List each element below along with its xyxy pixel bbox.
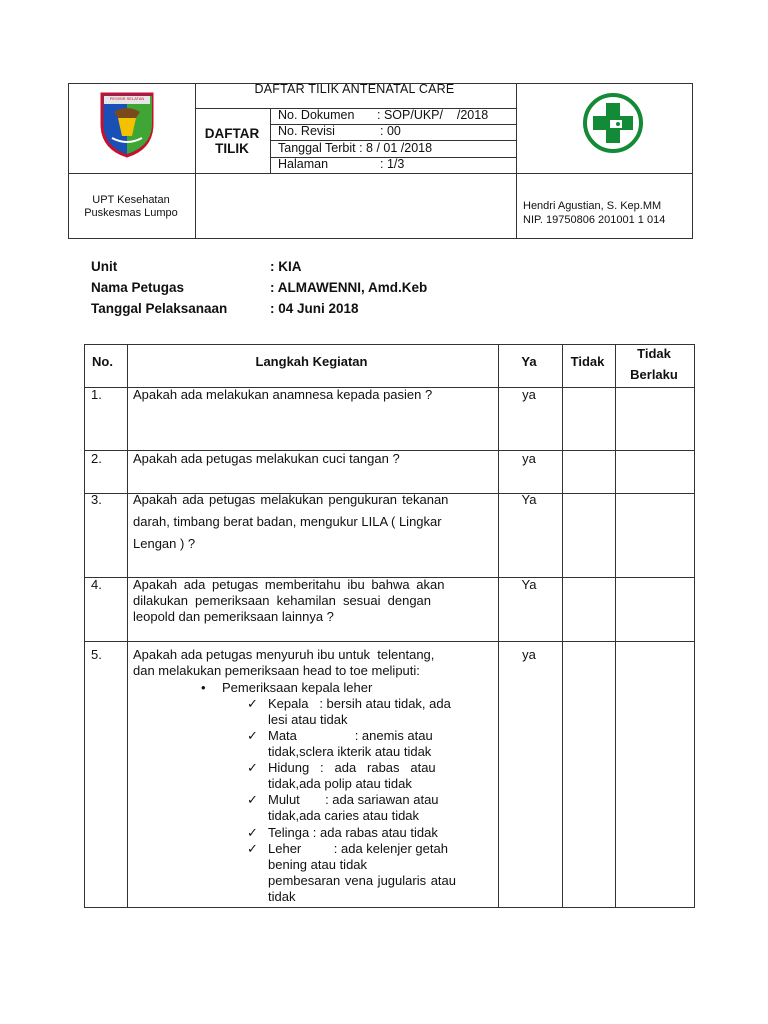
organization-line1: UPT Kesehatan <box>92 194 170 206</box>
unit-value: : KIA <box>270 259 302 274</box>
check-item-1-a: Kepala : bersih atau tidak, ada <box>268 696 451 711</box>
col-header-no: No. <box>92 354 113 369</box>
check-item-4-a: Mulut : ada sariawan atau <box>268 792 439 807</box>
document-type-line1: DAFTAR <box>204 126 260 141</box>
row-2-ya: ya <box>522 451 536 466</box>
signer-name: Hendri Agustian, S. Kep.MM <box>523 200 662 212</box>
document-type <box>194 126 270 156</box>
check-item-2-b: tidak,sclera ikterik atau tidak <box>268 744 432 759</box>
col-header-tidak-berlaku <box>614 343 694 385</box>
check-icon: ✓ <box>247 825 258 840</box>
row-3-ya: Ya <box>521 492 537 507</box>
halaman-label: Halaman <box>278 157 329 171</box>
col-header-tb-line1: Tidak <box>637 346 671 361</box>
row-5-extra-2: tidak <box>268 889 296 904</box>
check-icon: ✓ <box>247 696 258 711</box>
row-1-no: 1. <box>91 387 102 402</box>
document-type-line2: TILIK <box>215 141 249 156</box>
col-header-ya: Ya <box>521 354 537 369</box>
row-2-no: 2. <box>91 451 102 466</box>
tanggal-terbit: Tanggal Terbit : 8 / 01 /2018 <box>278 141 433 155</box>
row-5-bullet-text: Pemeriksaan kepala leher <box>222 680 373 695</box>
check-item-6-b: bening atau tidak <box>268 857 368 872</box>
row-4-no: 4. <box>91 577 102 592</box>
no-dokumen-value: : SOP/UKP/ /2018 <box>377 108 489 122</box>
row-5-line-1: Apakah ada petugas menyuruh ibu untuk telentang, <box>133 647 435 662</box>
row-4-line-3: leopold dan pemeriksaan lainnya ? <box>133 609 334 624</box>
check-item-6-a: Leher : ada kelenjer getah <box>268 841 448 856</box>
check-icon: ✓ <box>247 728 258 743</box>
row-2-text: Apakah ada petugas melakukan cuci tangan ? <box>133 451 400 466</box>
no-revisi-value: : 00 <box>380 124 401 138</box>
tanggal-label: Tanggal Pelaksanaan <box>91 301 228 316</box>
signer-block <box>523 199 665 227</box>
row-3-line-3: Lengan ) ? <box>133 536 196 551</box>
row-3-no: 3. <box>91 492 102 507</box>
organization-name <box>68 194 194 220</box>
check-item-1-b: lesi atau tidak <box>268 712 348 727</box>
organization-line2: Puskesmas Lumpo <box>84 207 178 219</box>
check-item-3-a: Hidung : ada rabas atau <box>268 760 436 775</box>
row-5-line-2: dan melakukan pemeriksaan head to toe meliputi: <box>133 663 420 678</box>
no-dokumen-label: No. Dokumen <box>278 108 355 122</box>
petugas-label: Nama Petugas <box>91 280 185 295</box>
row-4-ya: Ya <box>521 577 537 592</box>
unit-label: Unit <box>91 259 118 274</box>
bullet-icon: • <box>201 680 206 695</box>
no-revisi-label: No. Revisi <box>278 124 335 138</box>
check-item-5-a: Telinga : ada rabas atau tidak <box>268 825 438 840</box>
check-item-2-a: Mata : anemis atau <box>268 728 433 743</box>
tanggal-value: : 04 Juni 2018 <box>270 301 359 316</box>
check-icon: ✓ <box>247 841 258 856</box>
row-1-text: Apakah ada melakukan anamnesa kepada pasien ? <box>133 387 433 402</box>
check-icon: ✓ <box>247 792 258 807</box>
row-3-line-2: darah, timbang berat badan, mengukur LILA ( Lingkar <box>133 514 442 529</box>
row-5-extra-1: pembesaran vena jugularis atau <box>268 873 457 888</box>
document-title: DAFTAR TILIK ANTENATAL CARE <box>254 82 455 96</box>
row-4-line-1: Apakah ada petugas memberitahu ibu bahwa akan <box>133 577 445 592</box>
health-logo <box>582 91 644 155</box>
check-item-3-b: tidak,ada polip atau tidak <box>268 776 412 791</box>
petugas-value: : ALMAWENNI, Amd.Keb <box>270 280 428 295</box>
row-5-no: 5. <box>91 647 102 662</box>
col-header-tb-line2: Berlaku <box>630 367 678 382</box>
check-icon: ✓ <box>247 760 258 775</box>
row-1-ya: ya <box>522 387 536 402</box>
row-3-line-1 <box>133 492 493 508</box>
check-item-4-b: tidak,ada caries atau tidak <box>268 808 420 823</box>
regency-logo <box>98 90 156 158</box>
signer-nip: NIP. 19750806 201001 1 014 <box>523 214 666 226</box>
col-header-tidak: Tidak <box>570 354 605 369</box>
halaman-value: : 1/3 <box>380 157 405 171</box>
col-header-langkah: Langkah Kegiatan <box>255 354 368 369</box>
row-3-line-1-text: Apakah ada petugas melakukan pengukuran tekanan <box>133 492 449 507</box>
row-4-line-2: dilakukan pemeriksaan kehamilan sesuai dengan <box>133 593 432 608</box>
regency-logo-text: PESISIR SELATAN <box>109 96 145 101</box>
row-5-ya: ya <box>522 647 536 662</box>
